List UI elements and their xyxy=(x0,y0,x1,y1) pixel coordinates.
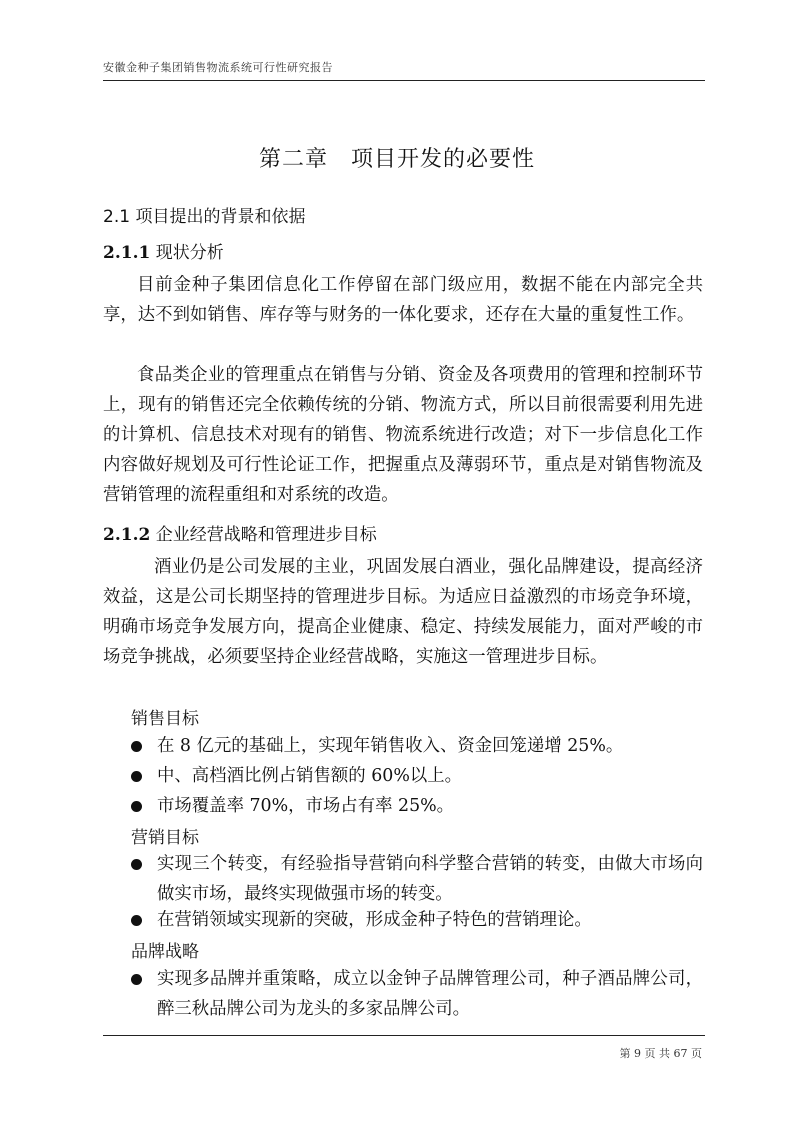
chapter-title: 第二章 项目开发的必要性 xyxy=(258,147,535,172)
paragraph-status-2: 食品类企业的管理重点在销售与分销、资金及各项费用的管理和控制环节上，现有的销售还完全依赖传统的分销、物流方式，所以目前很需要利用先进的计算机、信息技术对现有的销售、物流系统进行改造；对下一步信息化工作内容做好规划及可行性论证工作，把握重点及薄弱环节，重点是对销售物流及营销管理的流程重组和对系统的改造。 xyxy=(103,365,703,505)
list-item-text: 在营销领域实现新的突破，形成金种子特色的营销理论。 xyxy=(157,910,592,930)
subsection-number: 2.1.2 xyxy=(103,525,151,545)
group-label-sales: 销售目标 xyxy=(131,709,199,729)
bullet-icon xyxy=(131,915,142,926)
list-item xyxy=(131,964,703,1024)
list-item xyxy=(131,905,703,935)
section-heading: 2.1 项目提出的背景和依据 xyxy=(103,207,306,227)
bullet-icon xyxy=(131,974,142,985)
header-rule xyxy=(103,80,705,81)
subsection-title: 企业经营战略和管理进步目标 xyxy=(155,525,377,545)
page-number: 第 9 页 共 67 页 xyxy=(619,1047,702,1060)
subsection-title: 现状分析 xyxy=(155,243,224,263)
list-item xyxy=(131,761,703,791)
bullet-icon xyxy=(131,801,142,812)
bullet-icon xyxy=(131,859,142,870)
list-item xyxy=(131,791,703,821)
list-item-text: 实现多品牌并重策略，成立以金钟子品牌管理公司，种子酒品牌公司，醉三秋品牌公司为龙头的多家品牌公司。 xyxy=(157,969,703,1019)
list-item-text: 在 8 亿元的基础上，实现年销售收入、资金回笼递增 25%。 xyxy=(157,736,624,756)
running-header: 安徽金种子集团销售物流系统可行性研究报告 xyxy=(103,61,333,74)
paragraph-strategy: 酒业仍是公司发展的主业，巩固发展白酒业，强化品牌建设，提高经济效益，这是公司长期坚持的管理进步目标。为适应日益激烈的市场竞争环境，明确市场竞争发展方向，提高企业健康、稳定、持续发展能力，面对严峻的市场竞争挑战，必须要坚持企业经营战略，实施这一管理进步目标。 xyxy=(103,557,703,667)
subsection-heading-2-1-2 xyxy=(103,520,377,545)
footer-rule xyxy=(103,1035,705,1036)
list-item xyxy=(131,731,703,761)
list-item-text: 中、高档酒比例占销售额的 60%以上。 xyxy=(157,766,463,786)
bullet-icon xyxy=(131,741,142,752)
subsection-number: 2.1.1 xyxy=(103,243,151,263)
subsection-heading-2-1-1 xyxy=(103,238,224,263)
list-item xyxy=(131,849,703,909)
paragraph-status-1: 目前金种子集团信息化工作停留在部门级应用，数据不能在内部完全共享，达不到如销售、库存等与财务的一体化要求，还存在大量的重复性工作。 xyxy=(103,275,703,325)
group-label-brand: 品牌战略 xyxy=(131,942,199,962)
group-label-marketing: 营销目标 xyxy=(131,828,199,848)
list-item-text: 实现三个转变，有经验指导营销向科学整合营销的转变，由做大市场向做实市场，最终实现做强市场的转变。 xyxy=(157,854,703,904)
bullet-icon xyxy=(131,771,142,782)
list-item-text: 市场覆盖率 70%，市场占有率 25%。 xyxy=(157,796,455,816)
